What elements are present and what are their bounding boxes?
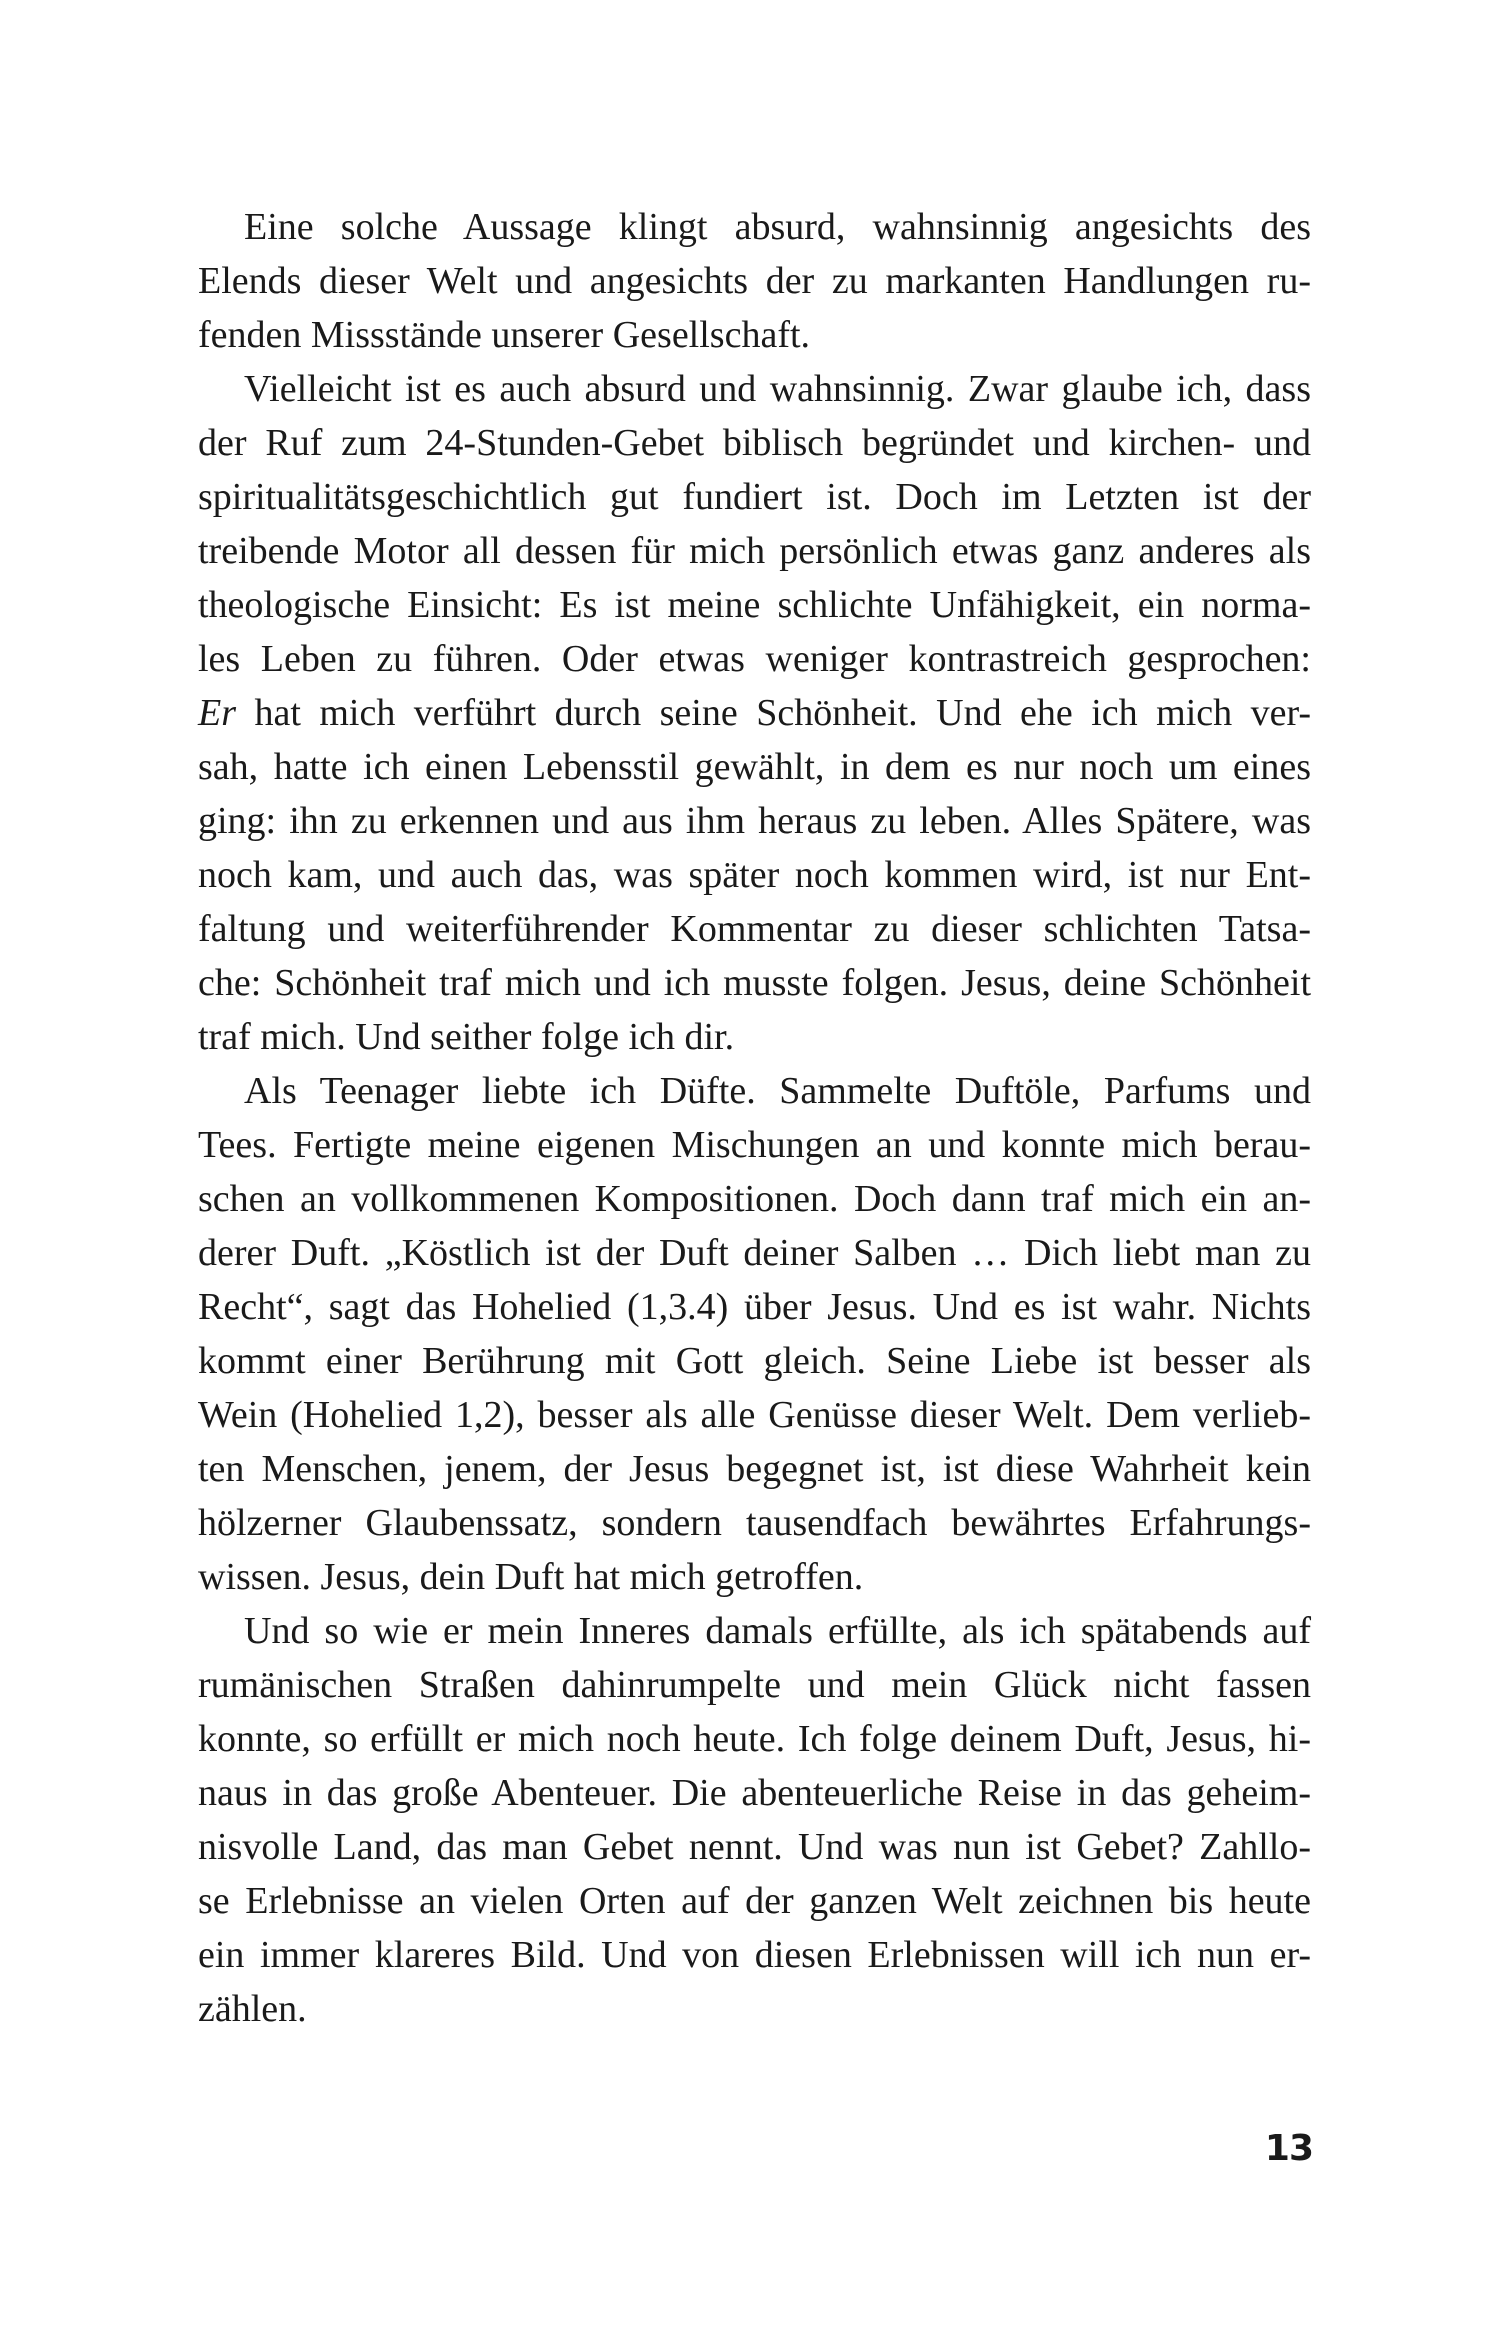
text-line: faltung und weiterführender Kommentar zu dieser schlichten Tatsa-: [198, 908, 1311, 950]
text-line: che: Schönheit traf mich und ich musste folgen. Jesus, deine Schönheit: [198, 962, 1311, 1004]
text-line: nisvolle Land, das man Gebet nennt. Und was nun ist Gebet? Zahllo-: [198, 1826, 1311, 1868]
paragraph-1: [198, 200, 1311, 362]
body-text: [198, 200, 1311, 2036]
text-line: sah, hatte ich einen Lebensstil gewählt, in dem es nur noch um eines: [198, 746, 1311, 788]
text-line: Tees. Fertigte meine eigenen Mischungen an und konnte mich berau-: [198, 1124, 1311, 1166]
text-line: Als Teenager liebte ich Düfte. Sammelte Duftöle, Parfums und: [244, 1070, 1311, 1112]
text-line: schen an vollkommenen Kompositionen. Doch dann traf mich ein an-: [198, 1178, 1311, 1220]
text-line: fenden Missstände unserer Gesellschaft.: [198, 314, 811, 356]
text-line: derer Duft. „Köstlich ist der Duft deiner Salben … Dich liebt man zu: [198, 1232, 1311, 1274]
paragraph-2: [198, 362, 1311, 1064]
text-line: theologische Einsicht: Es ist meine schlichte Unfähigkeit, ein norma-: [198, 584, 1311, 626]
text-line: Vielleicht ist es auch absurd und wahnsinnig. Zwar glaube ich, dass: [244, 368, 1311, 410]
text-line: ging: ihn zu erkennen und aus ihm heraus zu leben. Alles Spätere, was: [198, 800, 1311, 842]
text-line: Eine solche Aussage klingt absurd, wahnsinnig angesichts des: [244, 206, 1311, 248]
italic-word: Er: [198, 692, 236, 734]
text-line: Recht“, sagt das Hohelied (1,3.4) über Jesus. Und es ist wahr. Nichts: [198, 1286, 1311, 1328]
text-line: hölzerner Glaubenssatz, sondern tausendfach bewährtes Erfahrungs-: [198, 1502, 1311, 1544]
paragraph-4: [198, 1604, 1311, 2036]
text-line: ten Menschen, jenem, der Jesus begegnet ist, ist diese Wahrheit kein: [198, 1448, 1311, 1490]
text-line: spiritualitätsgeschichtlich gut fundiert ist. Doch im Letzten ist der: [198, 476, 1311, 518]
text-line: kommt einer Berührung mit Gott gleich. Seine Liebe ist besser als: [198, 1340, 1311, 1382]
text-line-rest: hat mich verführt durch seine Schönheit. Und ehe ich mich ver-: [254, 692, 1311, 734]
text-line: les Leben zu führen. Oder etwas weniger kontrastreich gesprochen:: [198, 638, 1311, 680]
text-line: treibende Motor all dessen für mich persönlich etwas ganz anderes als: [198, 530, 1311, 572]
text-line: noch kam, und auch das, was später noch kommen wird, ist nur Ent-: [198, 854, 1311, 896]
text-line: Wein (Hohelied 1,2), besser als alle Genüsse dieser Welt. Dem verlieb-: [198, 1394, 1311, 1436]
text-line: naus in das große Abenteuer. Die abenteuerliche Reise in das geheim-: [198, 1772, 1311, 1814]
text-line: wissen. Jesus, dein Duft hat mich getroffen.: [198, 1556, 864, 1598]
text-line: konnte, so erfüllt er mich noch heute. Ich folge deinem Duft, Jesus, hi-: [198, 1718, 1311, 1760]
text-line: traf mich. Und seither folge ich dir.: [198, 1016, 735, 1058]
text-line: Und so wie er mein Inneres damals erfüllte, als ich spätabends auf: [244, 1610, 1311, 1652]
text-line: ein immer klareres Bild. Und von diesen Erlebnissen will ich nun er-: [198, 1934, 1311, 1976]
text-line-with-italic: [198, 686, 1311, 740]
text-line: rumänischen Straßen dahinrumpelte und mein Glück nicht fassen: [198, 1664, 1311, 1706]
page-number: 13: [1264, 2128, 1313, 2169]
text-line: Elends dieser Welt und angesichts der zu markanten Handlungen ru-: [198, 260, 1311, 302]
text-line: der Ruf zum 24-Stunden-Gebet biblisch begründet und kirchen- und: [198, 422, 1311, 464]
text-line: se Erlebnisse an vielen Orten auf der ganzen Welt zeichnen bis heute: [198, 1880, 1311, 1922]
text-line: zählen.: [198, 1988, 307, 2030]
paragraph-3: [198, 1064, 1311, 1604]
